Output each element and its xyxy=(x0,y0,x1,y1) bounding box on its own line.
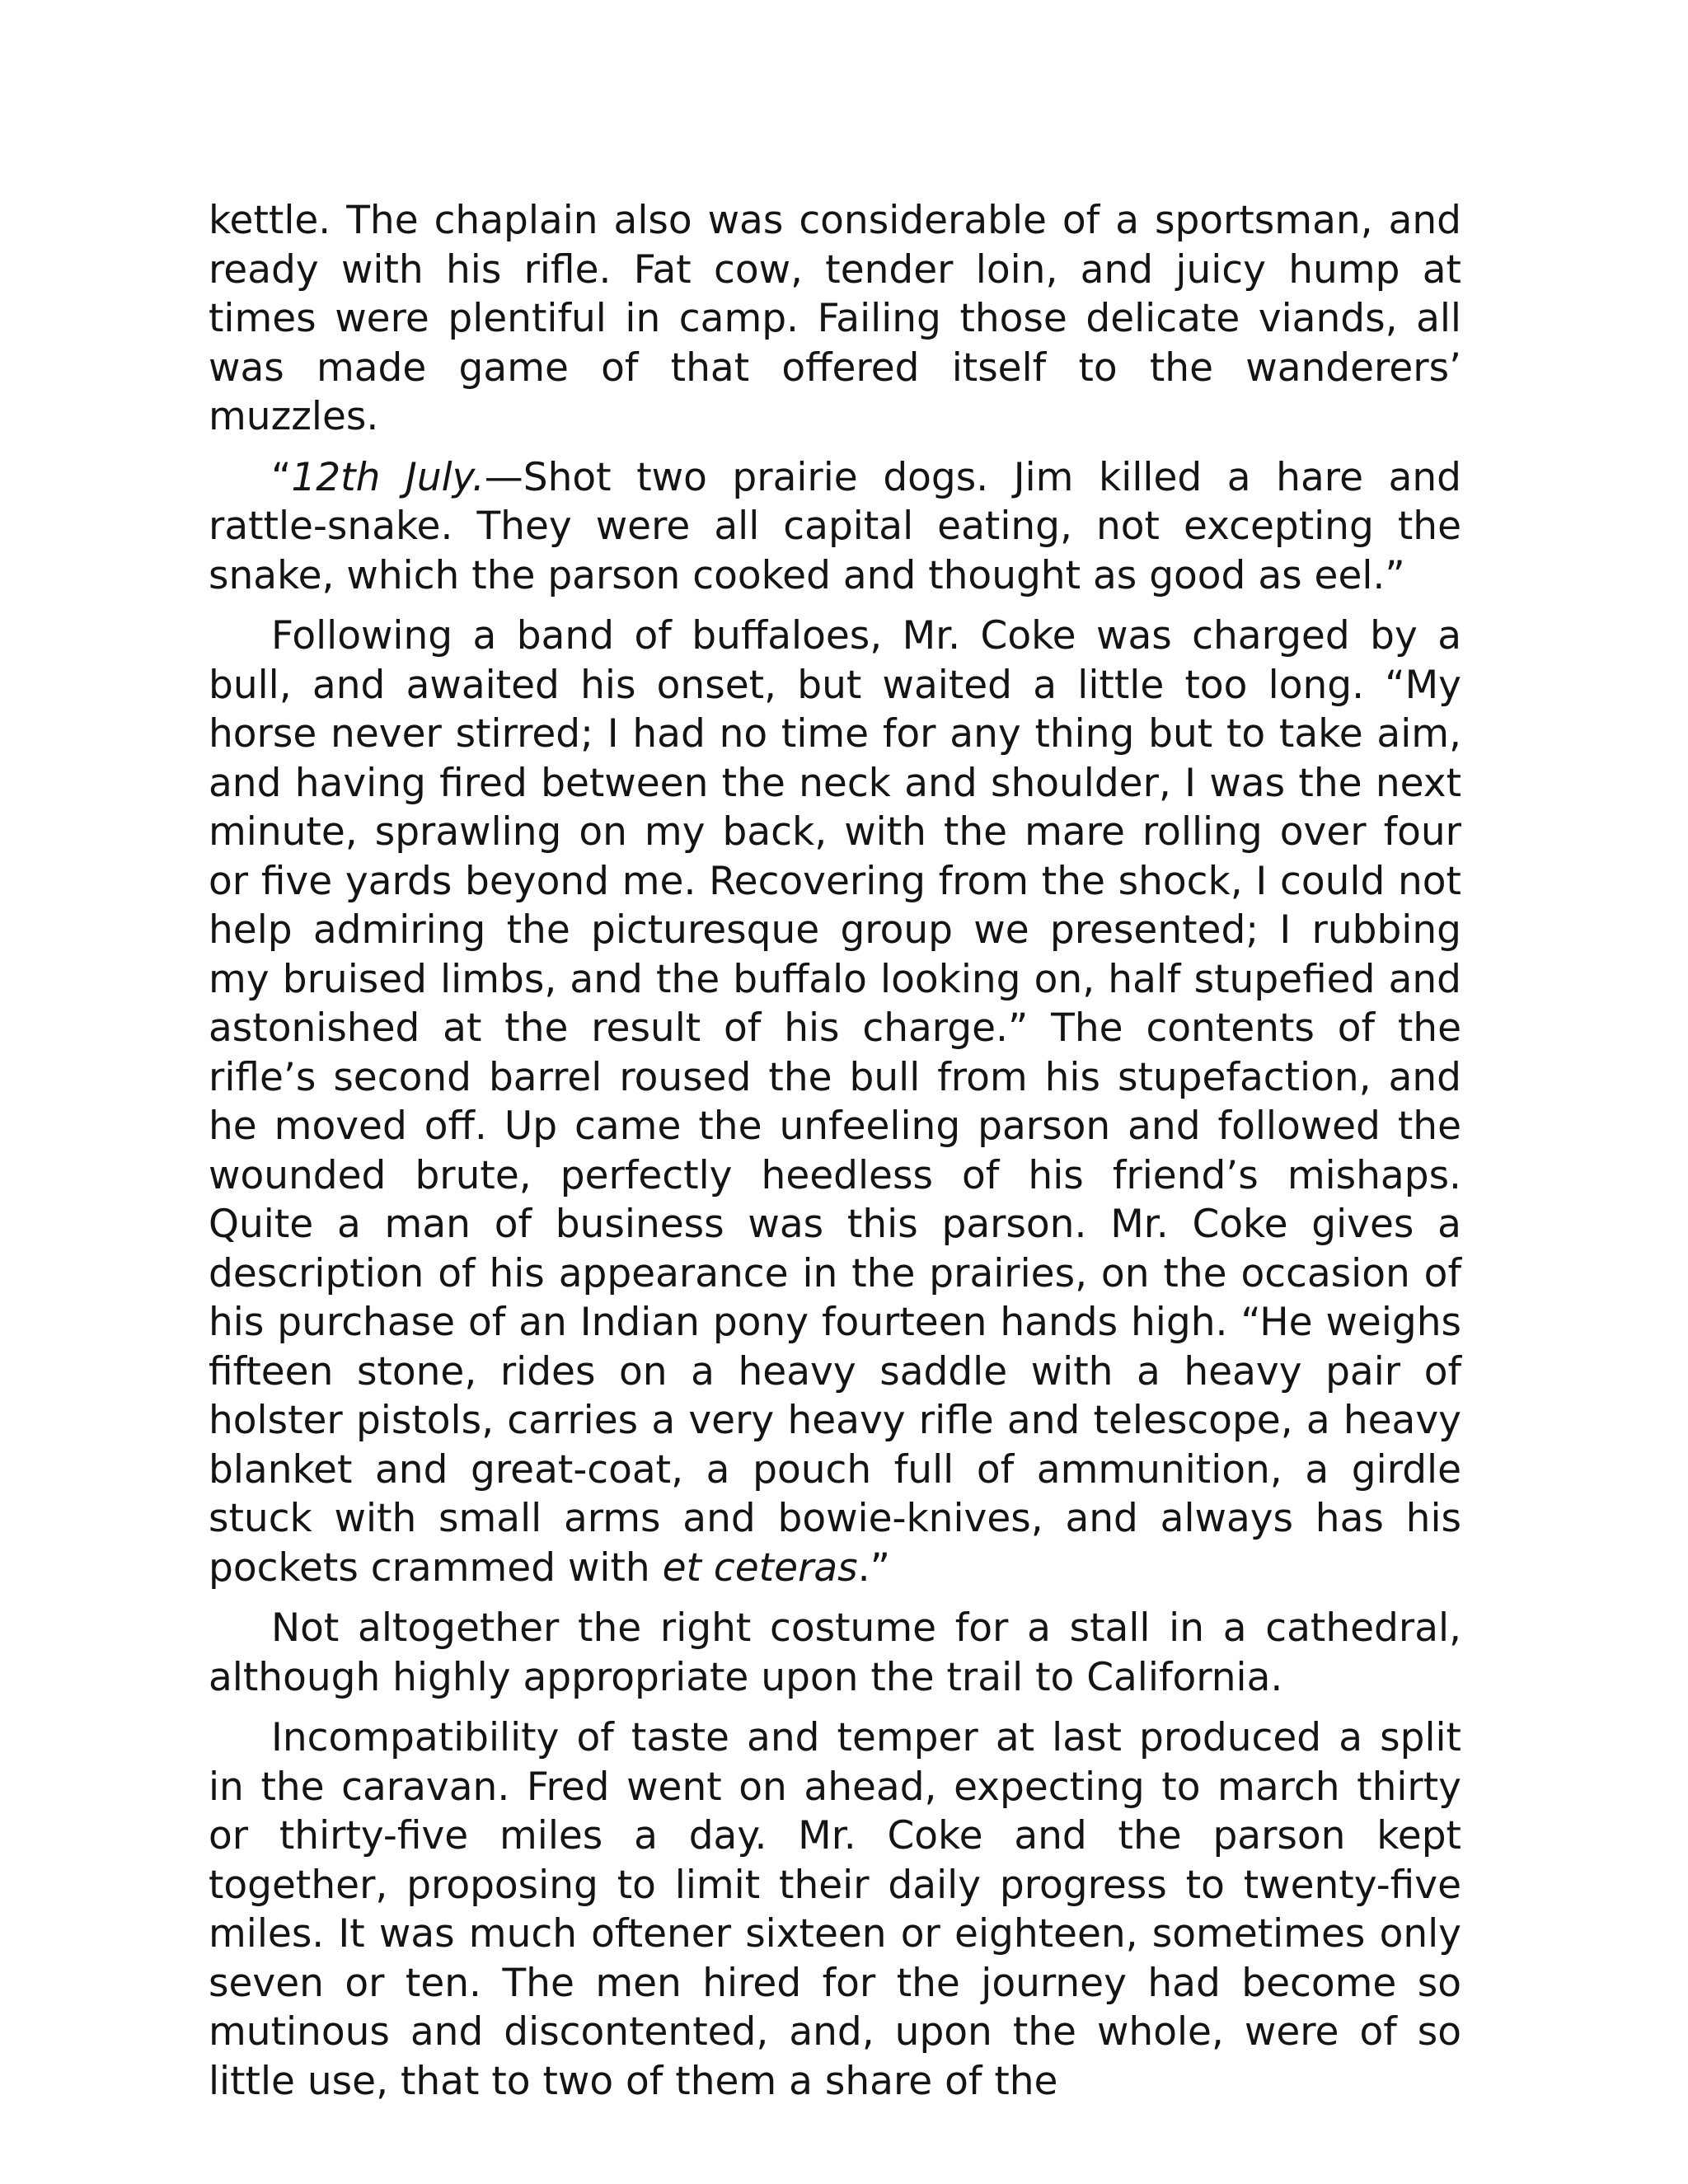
paragraph-5 xyxy=(209,1713,1461,2106)
paragraph-2-date-italic: 12th July. xyxy=(291,454,485,500)
paragraph-2 xyxy=(209,453,1461,601)
paragraph-3-text: Following a band of buffaloes, Mr. Coke was charged by a bull, and awaited his onset, but waited a little too long. “My horse never stirred; I had no time for any thing but to take aim, and having fired between the neck and shoulder, I was the next minute, sprawling on my back, with the mare rolling over four or five yards beyond me. Recovering from the shock, I could not help admiring the picturesque group we presented; I rubbing my bruised limbs, and the buffalo looking on, half stupefied and astonished at the result of his charge.” The contents of the rifle’s second barrel roused the bull from his stupefaction, and he moved off. Up came the unfeeling parson and followed the wounded brute, perfectly heedless of his friend’s mishaps. Quite a man of business was this parson. Mr. Coke gives a description of his appearance in the prairies, on the occasion of his purchase of an Indian pony fourteen hands high. “He weighs fifteen stone, rides on a heavy saddle with a heavy pair of holster pistols, carries a very heavy rifle and telescope, a heavy blanket and great-coat, a pouch full of ammunition, a girdle stuck with small arms and bowie-knives, and always has his pockets crammed with xyxy=(209,613,1461,1591)
paragraph-3-et-ceteras-italic: et ceteras xyxy=(662,1544,858,1591)
paragraph-4 xyxy=(209,1604,1461,1702)
paragraph-3 xyxy=(209,612,1461,1592)
paragraph-4-text: Not altogether the right costume for a stall in a cathedral, although highly appropriate upon the trail to California. xyxy=(209,1605,1461,1700)
page-body xyxy=(209,196,1461,2117)
paragraph-1 xyxy=(209,196,1461,442)
paragraph-2-text: —Shot two prairie dogs. Jim killed a hare and rattle-snake. They were all capital eating, not excepting the snake, which the parson cooked and thought as good as eel.” xyxy=(209,454,1461,598)
paragraph-2-open-quote: “ xyxy=(271,454,292,500)
paragraph-3-close-quote: .” xyxy=(857,1544,890,1591)
paragraph-5-text: Incompatibility of taste and temper at last produced a split in the caravan. Fred went on ahead, expecting to march thirty or thirty-five miles a day. Mr. Coke and the parson kept together, proposing to limit their daily progress to twenty-five miles. It was much oftener sixteen or eighteen, sometimes only seven or ten. The men hired for the journey had become so mutinous and discontented, and, upon the whole, were of so little use, that to two of them a share of the xyxy=(209,1715,1461,2104)
paragraph-1-text: kettle. The chaplain also was considerable of a sportsman, and ready with his rifle. Fat cow, tender loin, and juicy hump at times were plentiful in camp. Failing those delicate viands, all was made game of that offered itself to the wanderers’ muzzles. xyxy=(209,198,1461,439)
